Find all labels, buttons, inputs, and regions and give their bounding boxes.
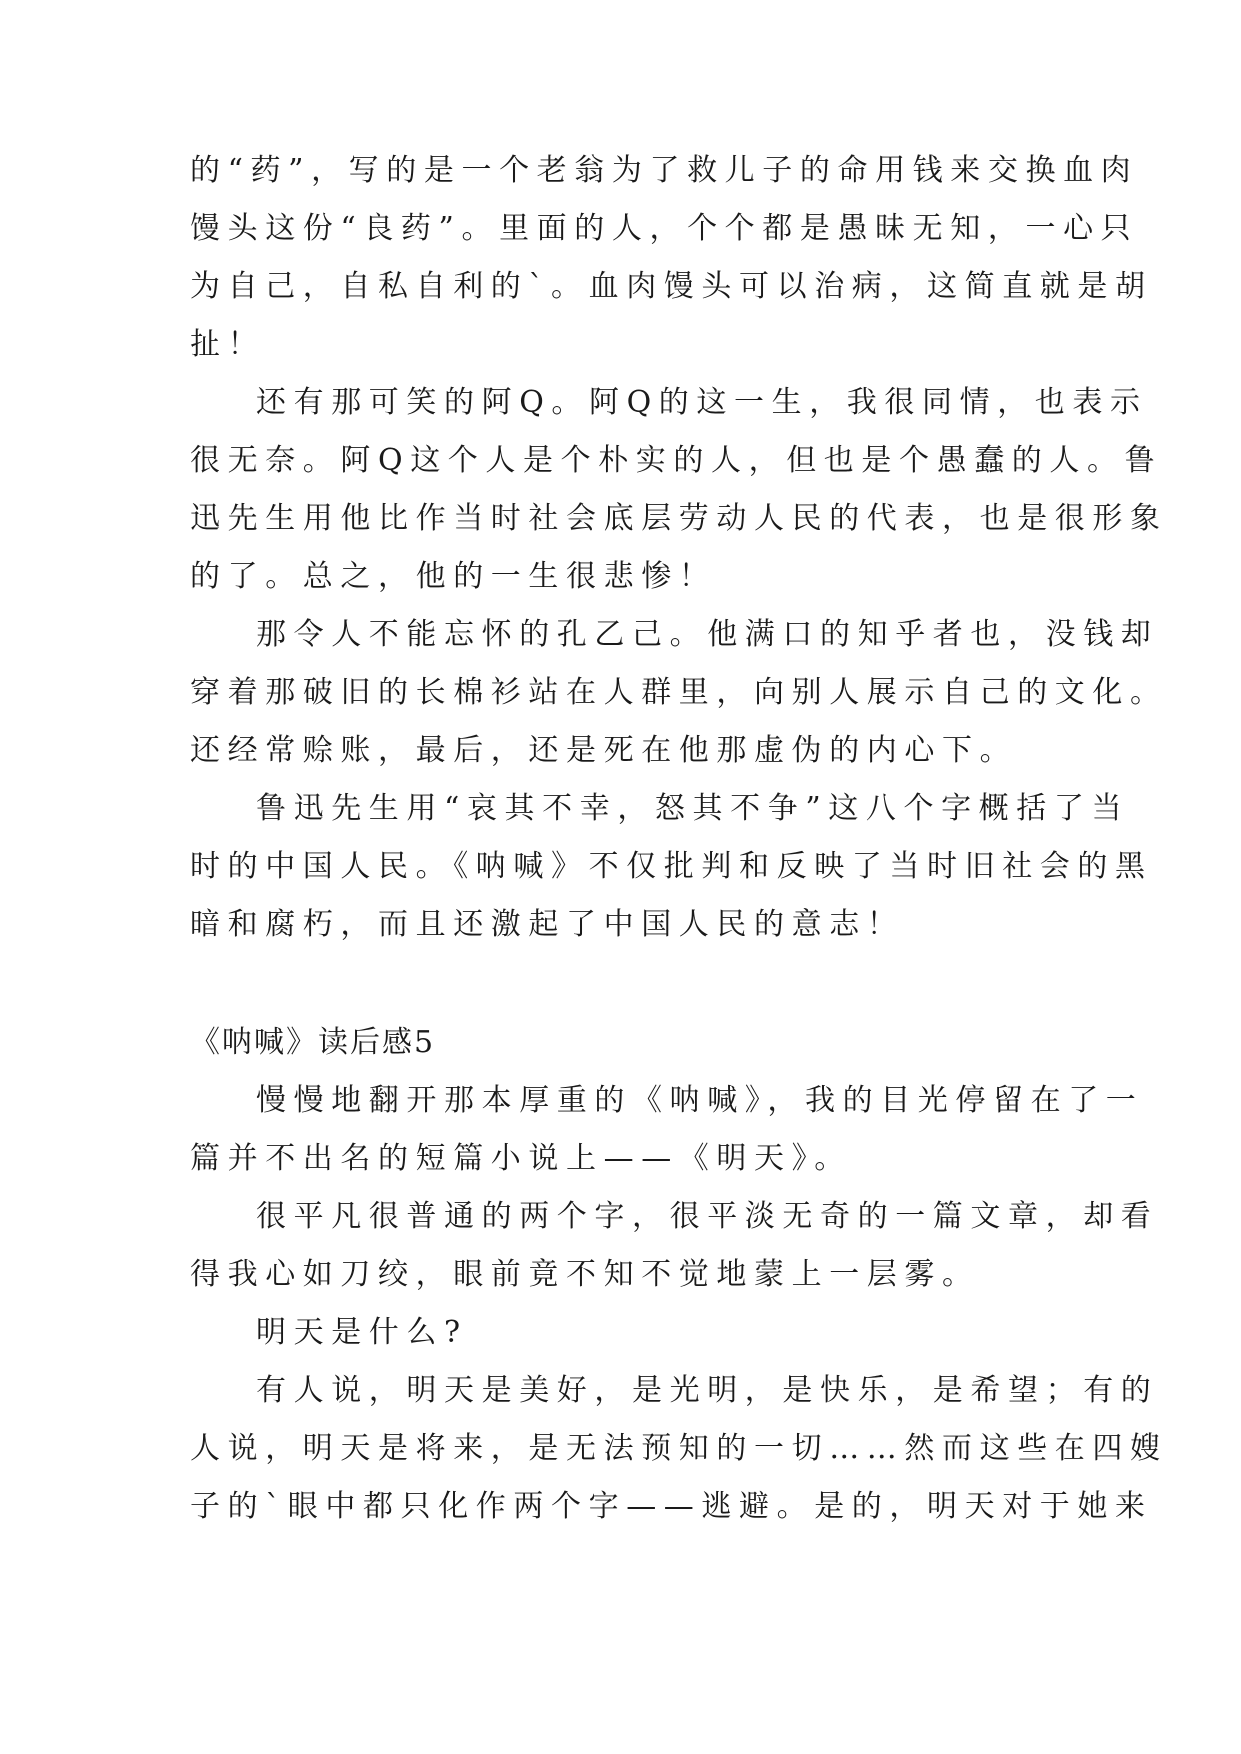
paragraph-line: 那令人不能忘怀的孔乙己。他满口的知乎者也，没钱却	[256, 617, 1159, 652]
paragraph-line: 人说，明天是将来，是无法预知的一切……然而这些在四嫂	[190, 1431, 1168, 1466]
section-heading-block	[190, 1014, 1050, 1072]
body-text-part2	[190, 1072, 1168, 1536]
section-title: 《呐喊》读后感5	[190, 1025, 436, 1060]
paragraph-line: 慢慢地翻开那本厚重的《呐喊》，我的目光停留在了一	[256, 1083, 1144, 1118]
paragraph-line: 的了。总之，他的一生很悲惨！	[190, 559, 717, 594]
paragraph-line: 鲁迅先生用“哀其不幸，怒其不争”这八个字概括了当	[256, 791, 1130, 826]
paragraph-line: 时的中国人民。《呐喊》不仅批判和反映了当时旧社会的黑	[190, 849, 1153, 884]
paragraph-line: 为自己，自私自利的`。血肉馒头可以治病，这简直就是胡	[190, 269, 1153, 304]
paragraph-line: 还有那可笑的阿Q。阿Q的这一生，我很同情，也表示	[256, 385, 1148, 420]
paragraph-line: 馒头这份“良药”。里面的人，个个都是愚昧无知，一心只	[190, 211, 1139, 246]
paragraph-line: 子的`眼中都只化作两个字——逃避。是的，明天对于她来	[190, 1489, 1153, 1524]
paragraph-line: 有人说，明天是美好，是光明，是快乐，是希望；有的	[256, 1373, 1159, 1408]
paragraph-line: 篇并不出名的短篇小说上——《明天》。	[190, 1141, 852, 1176]
paragraph-line: 迅先生用他比作当时社会底层劳动人民的代表，也是很形象	[190, 501, 1168, 536]
body-text-part1	[190, 142, 1168, 954]
paragraph-line: 的“药”，写的是一个老翁为了救儿子的命用钱来交换血肉	[190, 153, 1139, 188]
paragraph-line: 得我心如刀绞，眼前竟不知不觉地蒙上一层雾。	[190, 1257, 980, 1292]
paragraph-line: 还经常赊账，最后，还是死在他那虚伪的内心下。	[190, 733, 1018, 768]
paragraph-line: 很平凡很普通的两个字，很平淡无奇的一篇文章，却看	[256, 1199, 1159, 1234]
paragraph-line: 明天是什么?	[256, 1315, 468, 1350]
paragraph-line: 穿着那破旧的长棉衫站在人群里，向别人展示自己的文化。	[190, 675, 1168, 710]
paragraph-line: 很无奈。阿Q这个人是个朴实的人，但也是个愚蠢的人。鲁	[190, 443, 1163, 478]
paragraph-line: 暗和腐朽，而且还激起了中国人民的意志！	[190, 907, 905, 942]
paragraph-line: 扯！	[190, 327, 266, 362]
